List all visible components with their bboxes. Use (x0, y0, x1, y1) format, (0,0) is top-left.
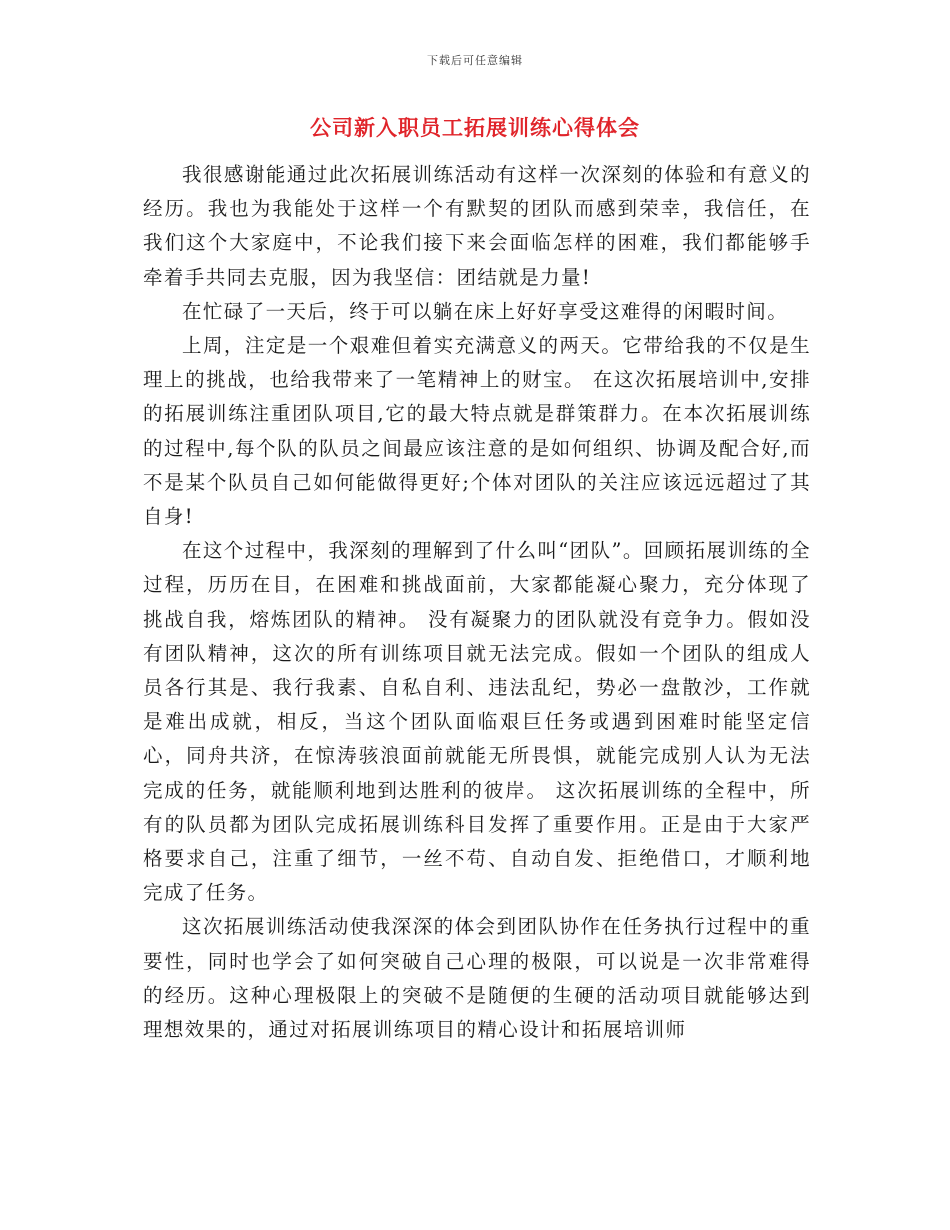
paragraph: 这次拓展训练活动使我深深的体会到团队协作在任务执行过程中的重要性，同时也学会了如何突破自己心理的极限，可以说是一次非常难得的经历。这种心理极限上的突破不是随便的生硬的活动项目就能够达到理想效果的，通过对拓展训练项目的精心设计和拓展培训师 (143, 915, 811, 1042)
paragraph: 我很感谢能通过此次拓展训练活动有这样一次深刻的体验和有意义的经历。我也为我能处于这样一个有默契的团队而感到荣幸，我信任，在我们这个大家庭中，不论我们接下来会面临怎样的困难，我们都能够手牵着手共同去克服，因为我坚信：团结就是力量! (143, 163, 811, 289)
document-title: 公司新入职员工拓展训练心得体会 (310, 115, 640, 140)
header-note: 下载后可任意编辑 (427, 54, 523, 67)
paragraph: 在这个过程中，我深刻的理解到了什么叫“团队”。回顾拓展训练的全过程，历历在目，在困难和挑战面前，大家都能凝心聚力，充分体现了挑战自我，熔炼团队的精神。 没有凝聚力的团队就没有竞争力。假如没有团队精神，这次的所有训练项目就无法完成。假如一个团队的组成人员各行其是、我行我素、自私自利、违法乱纪，势必一盘散沙，工作就是难出成就，相反，当这个团队面临艰巨任务或遇到困难时能坚定信心，同舟共济，在惊涛骇浪面前就能无所畏惧，就能完成别人认为无法完成的任务，就能顺利地到达胜利的彼岸。 这次拓展训练的全程中，所有的队员都为团队完成拓展训练科目发挥了重要作用。正是由于大家严格要求自己，注重了细节，一丝不苟、自动自发、拒绝借口，才顺利地完成了任务。 (143, 539, 811, 905)
paragraph: 在忙碌了一天后，终于可以躺在床上好好享受这难得的闲暇时间。 (182, 299, 789, 323)
paragraph: 上周，注定是一个艰难但着实充满意义的两天。它带给我的不仅是生理上的挑战，也给我带来了一笔精神上的财宝。 在这次拓展培训中,安排的拓展训练注重团队项目,它的最大特点就是群策群力。在本次拓展训练的过程中,每个队的队员之间最应该注意的是如何组织、协调及配合好,而不是某个队员自己如何能做得更好;个体对团队的关注应该远远超过了其自身! (143, 334, 811, 529)
document-body (143, 158, 811, 1047)
